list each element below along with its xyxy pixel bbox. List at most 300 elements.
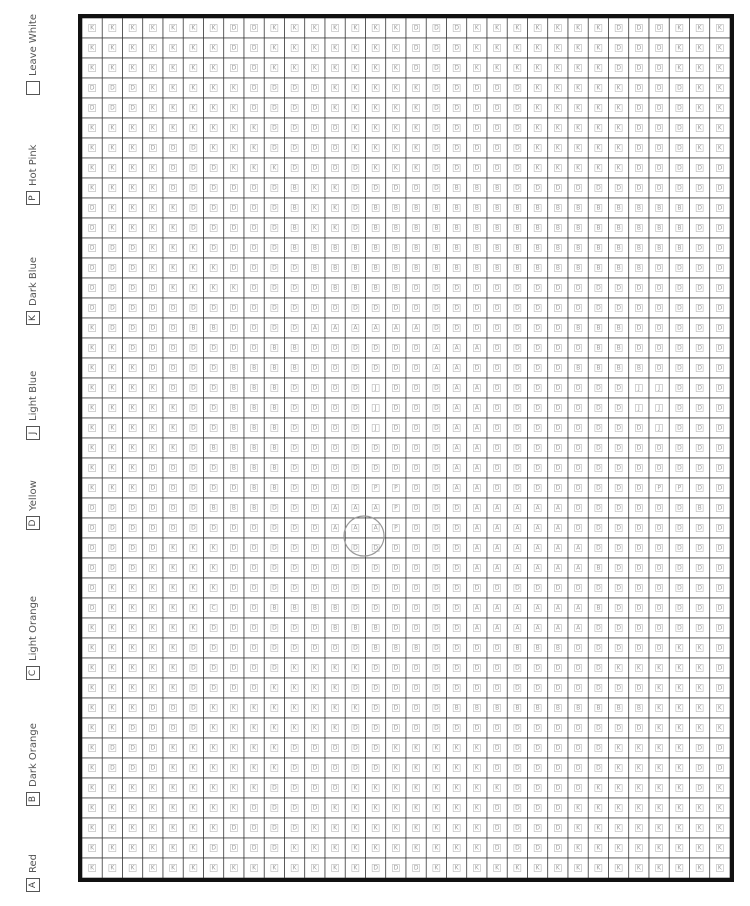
grid-cell[interactable] xyxy=(345,78,365,98)
grid-cell[interactable] xyxy=(386,678,406,698)
grid-cell[interactable] xyxy=(82,718,102,738)
grid-cell[interactable] xyxy=(669,598,689,618)
grid-cell[interactable] xyxy=(102,558,122,578)
grid-cell[interactable] xyxy=(426,358,446,378)
grid-cell[interactable] xyxy=(224,238,244,258)
grid-cell[interactable] xyxy=(710,278,730,298)
grid-cell[interactable] xyxy=(163,758,183,778)
grid-cell[interactable] xyxy=(588,178,608,198)
grid-cell[interactable] xyxy=(305,738,325,758)
grid-cell[interactable] xyxy=(669,438,689,458)
grid-cell[interactable] xyxy=(305,218,325,238)
grid-cell[interactable] xyxy=(548,238,568,258)
grid-cell[interactable] xyxy=(690,778,710,798)
grid-cell[interactable] xyxy=(588,278,608,298)
grid-cell[interactable] xyxy=(102,178,122,198)
grid-cell[interactable] xyxy=(609,658,629,678)
grid-cell[interactable] xyxy=(325,198,345,218)
grid-cell[interactable] xyxy=(690,658,710,678)
grid-cell[interactable] xyxy=(285,838,305,858)
grid-cell[interactable] xyxy=(366,158,386,178)
grid-cell[interactable] xyxy=(102,338,122,358)
grid-cell[interactable] xyxy=(366,298,386,318)
grid-cell[interactable] xyxy=(305,158,325,178)
grid-cell[interactable] xyxy=(123,658,143,678)
grid-cell[interactable] xyxy=(588,718,608,738)
grid-cell[interactable] xyxy=(467,598,487,618)
grid-cell[interactable] xyxy=(487,38,507,58)
grid-cell[interactable] xyxy=(224,778,244,798)
grid-cell[interactable] xyxy=(264,98,284,118)
grid-cell[interactable] xyxy=(345,818,365,838)
grid-cell[interactable] xyxy=(82,178,102,198)
grid-cell[interactable] xyxy=(244,718,264,738)
grid-cell[interactable] xyxy=(710,258,730,278)
grid-cell[interactable] xyxy=(548,438,568,458)
grid-cell[interactable] xyxy=(345,458,365,478)
grid-cell[interactable] xyxy=(325,358,345,378)
grid-cell[interactable] xyxy=(82,598,102,618)
grid-cell[interactable] xyxy=(325,318,345,338)
grid-cell[interactable] xyxy=(183,838,203,858)
grid-cell[interactable] xyxy=(690,738,710,758)
grid-cell[interactable] xyxy=(426,438,446,458)
grid-cell[interactable] xyxy=(609,358,629,378)
grid-cell[interactable] xyxy=(102,838,122,858)
grid-cell[interactable] xyxy=(609,538,629,558)
grid-cell[interactable] xyxy=(366,758,386,778)
grid-cell[interactable] xyxy=(204,698,224,718)
grid-cell[interactable] xyxy=(123,358,143,378)
grid-cell[interactable] xyxy=(710,778,730,798)
grid-cell[interactable] xyxy=(123,778,143,798)
grid-cell[interactable] xyxy=(102,858,122,878)
grid-cell[interactable] xyxy=(507,418,527,438)
grid-cell[interactable] xyxy=(528,718,548,738)
grid-cell[interactable] xyxy=(123,758,143,778)
grid-cell[interactable] xyxy=(690,218,710,238)
grid-cell[interactable] xyxy=(143,578,163,598)
grid-cell[interactable] xyxy=(183,198,203,218)
grid-cell[interactable] xyxy=(528,558,548,578)
grid-cell[interactable] xyxy=(345,858,365,878)
grid-cell[interactable] xyxy=(224,258,244,278)
grid-cell[interactable] xyxy=(649,538,669,558)
grid-cell[interactable] xyxy=(690,158,710,178)
grid-cell[interactable] xyxy=(123,518,143,538)
grid-cell[interactable] xyxy=(588,738,608,758)
grid-cell[interactable] xyxy=(568,358,588,378)
grid-cell[interactable] xyxy=(528,418,548,438)
grid-cell[interactable] xyxy=(406,578,426,598)
grid-cell[interactable] xyxy=(386,358,406,378)
grid-cell[interactable] xyxy=(528,338,548,358)
grid-cell[interactable] xyxy=(548,218,568,238)
grid-cell[interactable] xyxy=(528,138,548,158)
grid-cell[interactable] xyxy=(264,398,284,418)
grid-cell[interactable] xyxy=(548,378,568,398)
grid-cell[interactable] xyxy=(264,358,284,378)
grid-cell[interactable] xyxy=(123,58,143,78)
grid-cell[interactable] xyxy=(264,198,284,218)
grid-cell[interactable] xyxy=(244,838,264,858)
grid-cell[interactable] xyxy=(588,858,608,878)
grid-cell[interactable] xyxy=(123,78,143,98)
grid-cell[interactable] xyxy=(710,158,730,178)
grid-cell[interactable] xyxy=(568,578,588,598)
grid-cell[interactable] xyxy=(649,758,669,778)
grid-cell[interactable] xyxy=(426,838,446,858)
grid-cell[interactable] xyxy=(345,18,365,38)
grid-cell[interactable] xyxy=(82,558,102,578)
grid-cell[interactable] xyxy=(609,718,629,738)
grid-cell[interactable] xyxy=(568,778,588,798)
grid-cell[interactable] xyxy=(285,598,305,618)
grid-cell[interactable] xyxy=(609,558,629,578)
grid-cell[interactable] xyxy=(690,398,710,418)
grid-cell[interactable] xyxy=(325,218,345,238)
grid-cell[interactable] xyxy=(710,18,730,38)
grid-cell[interactable] xyxy=(325,538,345,558)
grid-cell[interactable] xyxy=(305,338,325,358)
grid-cell[interactable] xyxy=(264,478,284,498)
grid-cell[interactable] xyxy=(447,418,467,438)
grid-cell[interactable] xyxy=(123,618,143,638)
grid-cell[interactable] xyxy=(386,778,406,798)
grid-cell[interactable] xyxy=(386,538,406,558)
grid-cell[interactable] xyxy=(609,258,629,278)
grid-cell[interactable] xyxy=(183,638,203,658)
grid-cell[interactable] xyxy=(406,438,426,458)
grid-cell[interactable] xyxy=(366,458,386,478)
grid-cell[interactable] xyxy=(102,618,122,638)
grid-cell[interactable] xyxy=(487,538,507,558)
grid-cell[interactable] xyxy=(426,298,446,318)
grid-cell[interactable] xyxy=(507,318,527,338)
grid-cell[interactable] xyxy=(285,18,305,38)
grid-cell[interactable] xyxy=(548,698,568,718)
grid-cell[interactable] xyxy=(426,618,446,638)
grid-cell[interactable] xyxy=(204,338,224,358)
grid-cell[interactable] xyxy=(366,798,386,818)
grid-cell[interactable] xyxy=(224,718,244,738)
grid-cell[interactable] xyxy=(183,178,203,198)
grid-cell[interactable] xyxy=(406,518,426,538)
grid-cell[interactable] xyxy=(528,278,548,298)
grid-cell[interactable] xyxy=(386,818,406,838)
grid-cell[interactable] xyxy=(467,378,487,398)
grid-cell[interactable] xyxy=(163,478,183,498)
grid-cell[interactable] xyxy=(244,218,264,238)
grid-cell[interactable] xyxy=(568,258,588,278)
grid-cell[interactable] xyxy=(406,98,426,118)
grid-cell[interactable] xyxy=(183,398,203,418)
grid-cell[interactable] xyxy=(325,838,345,858)
grid-cell[interactable] xyxy=(163,678,183,698)
grid-cell[interactable] xyxy=(528,698,548,718)
grid-cell[interactable] xyxy=(487,558,507,578)
grid-cell[interactable] xyxy=(649,858,669,878)
grid-cell[interactable] xyxy=(82,838,102,858)
grid-cell[interactable] xyxy=(649,238,669,258)
grid-cell[interactable] xyxy=(183,278,203,298)
grid-cell[interactable] xyxy=(528,38,548,58)
grid-cell[interactable] xyxy=(163,558,183,578)
grid-cell[interactable] xyxy=(386,38,406,58)
grid-cell[interactable] xyxy=(264,278,284,298)
grid-cell[interactable] xyxy=(528,398,548,418)
grid-cell[interactable] xyxy=(102,678,122,698)
grid-cell[interactable] xyxy=(609,578,629,598)
grid-cell[interactable] xyxy=(244,858,264,878)
grid-cell[interactable] xyxy=(690,558,710,578)
grid-cell[interactable] xyxy=(143,778,163,798)
grid-cell[interactable] xyxy=(183,818,203,838)
grid-cell[interactable] xyxy=(609,18,629,38)
grid-cell[interactable] xyxy=(204,198,224,218)
grid-cell[interactable] xyxy=(244,278,264,298)
grid-cell[interactable] xyxy=(487,718,507,738)
grid-cell[interactable] xyxy=(467,178,487,198)
grid-cell[interactable] xyxy=(102,778,122,798)
grid-cell[interactable] xyxy=(568,618,588,638)
grid-cell[interactable] xyxy=(447,118,467,138)
grid-cell[interactable] xyxy=(82,278,102,298)
grid-cell[interactable] xyxy=(548,778,568,798)
grid-cell[interactable] xyxy=(507,138,527,158)
grid-cell[interactable] xyxy=(406,778,426,798)
grid-cell[interactable] xyxy=(82,118,102,138)
grid-cell[interactable] xyxy=(82,518,102,538)
grid-cell[interactable] xyxy=(487,678,507,698)
grid-cell[interactable] xyxy=(366,338,386,358)
grid-cell[interactable] xyxy=(710,698,730,718)
grid-cell[interactable] xyxy=(386,498,406,518)
grid-cell[interactable] xyxy=(649,718,669,738)
grid-cell[interactable] xyxy=(609,198,629,218)
grid-cell[interactable] xyxy=(528,18,548,38)
grid-cell[interactable] xyxy=(82,638,102,658)
grid-cell[interactable] xyxy=(629,258,649,278)
grid-cell[interactable] xyxy=(447,618,467,638)
grid-cell[interactable] xyxy=(285,418,305,438)
grid-cell[interactable] xyxy=(669,38,689,58)
grid-cell[interactable] xyxy=(386,18,406,38)
grid-cell[interactable] xyxy=(325,598,345,618)
grid-cell[interactable] xyxy=(244,498,264,518)
grid-cell[interactable] xyxy=(123,158,143,178)
grid-cell[interactable] xyxy=(305,58,325,78)
grid-cell[interactable] xyxy=(204,798,224,818)
grid-cell[interactable] xyxy=(669,398,689,418)
grid-cell[interactable] xyxy=(163,18,183,38)
grid-cell[interactable] xyxy=(406,238,426,258)
grid-cell[interactable] xyxy=(366,198,386,218)
grid-cell[interactable] xyxy=(345,678,365,698)
grid-cell[interactable] xyxy=(649,618,669,638)
grid-cell[interactable] xyxy=(487,238,507,258)
grid-cell[interactable] xyxy=(548,278,568,298)
grid-cell[interactable] xyxy=(447,18,467,38)
grid-cell[interactable] xyxy=(568,678,588,698)
grid-cell[interactable] xyxy=(386,338,406,358)
grid-cell[interactable] xyxy=(102,98,122,118)
grid-cell[interactable] xyxy=(629,158,649,178)
grid-cell[interactable] xyxy=(690,118,710,138)
grid-cell[interactable] xyxy=(163,318,183,338)
grid-cell[interactable] xyxy=(507,258,527,278)
grid-cell[interactable] xyxy=(143,258,163,278)
grid-cell[interactable] xyxy=(447,698,467,718)
grid-cell[interactable] xyxy=(629,78,649,98)
grid-cell[interactable] xyxy=(447,218,467,238)
grid-cell[interactable] xyxy=(224,478,244,498)
grid-cell[interactable] xyxy=(285,818,305,838)
grid-cell[interactable] xyxy=(710,758,730,778)
grid-cell[interactable] xyxy=(82,618,102,638)
grid-cell[interactable] xyxy=(143,758,163,778)
grid-cell[interactable] xyxy=(143,358,163,378)
grid-cell[interactable] xyxy=(568,158,588,178)
grid-cell[interactable] xyxy=(163,78,183,98)
grid-cell[interactable] xyxy=(143,58,163,78)
grid-cell[interactable] xyxy=(82,298,102,318)
grid-cell[interactable] xyxy=(264,158,284,178)
grid-cell[interactable] xyxy=(568,198,588,218)
grid-cell[interactable] xyxy=(426,138,446,158)
grid-cell[interactable] xyxy=(447,158,467,178)
grid-cell[interactable] xyxy=(629,38,649,58)
grid-cell[interactable] xyxy=(629,458,649,478)
grid-cell[interactable] xyxy=(143,398,163,418)
grid-cell[interactable] xyxy=(143,298,163,318)
grid-cell[interactable] xyxy=(609,298,629,318)
grid-cell[interactable] xyxy=(345,618,365,638)
grid-cell[interactable] xyxy=(143,198,163,218)
grid-cell[interactable] xyxy=(447,138,467,158)
grid-cell[interactable] xyxy=(669,578,689,598)
grid-cell[interactable] xyxy=(487,338,507,358)
grid-cell[interactable] xyxy=(224,178,244,198)
grid-cell[interactable] xyxy=(487,138,507,158)
grid-cell[interactable] xyxy=(507,238,527,258)
grid-cell[interactable] xyxy=(609,858,629,878)
grid-cell[interactable] xyxy=(568,838,588,858)
grid-cell[interactable] xyxy=(507,738,527,758)
grid-cell[interactable] xyxy=(183,358,203,378)
grid-cell[interactable] xyxy=(143,798,163,818)
grid-cell[interactable] xyxy=(244,78,264,98)
grid-cell[interactable] xyxy=(588,38,608,58)
grid-cell[interactable] xyxy=(183,418,203,438)
grid-cell[interactable] xyxy=(305,378,325,398)
grid-cell[interactable] xyxy=(325,578,345,598)
grid-cell[interactable] xyxy=(588,538,608,558)
grid-cell[interactable] xyxy=(163,498,183,518)
grid-cell[interactable] xyxy=(204,518,224,538)
grid-cell[interactable] xyxy=(629,398,649,418)
grid-cell[interactable] xyxy=(366,18,386,38)
grid-cell[interactable] xyxy=(163,718,183,738)
grid-cell[interactable] xyxy=(629,838,649,858)
grid-cell[interactable] xyxy=(669,358,689,378)
grid-cell[interactable] xyxy=(710,138,730,158)
grid-cell[interactable] xyxy=(305,618,325,638)
grid-cell[interactable] xyxy=(345,58,365,78)
grid-cell[interactable] xyxy=(345,38,365,58)
grid-cell[interactable] xyxy=(183,338,203,358)
grid-cell[interactable] xyxy=(649,818,669,838)
grid-cell[interactable] xyxy=(244,418,264,438)
grid-cell[interactable] xyxy=(102,18,122,38)
grid-cell[interactable] xyxy=(345,138,365,158)
grid-cell[interactable] xyxy=(325,178,345,198)
grid-cell[interactable] xyxy=(609,518,629,538)
grid-cell[interactable] xyxy=(710,78,730,98)
grid-cell[interactable] xyxy=(204,458,224,478)
grid-cell[interactable] xyxy=(588,838,608,858)
grid-cell[interactable] xyxy=(163,578,183,598)
grid-cell[interactable] xyxy=(467,318,487,338)
grid-cell[interactable] xyxy=(588,618,608,638)
grid-cell[interactable] xyxy=(123,378,143,398)
grid-cell[interactable] xyxy=(629,298,649,318)
grid-cell[interactable] xyxy=(244,338,264,358)
grid-cell[interactable] xyxy=(183,258,203,278)
grid-cell[interactable] xyxy=(507,438,527,458)
grid-cell[interactable] xyxy=(649,658,669,678)
grid-cell[interactable] xyxy=(426,698,446,718)
grid-cell[interactable] xyxy=(690,718,710,738)
grid-cell[interactable] xyxy=(669,798,689,818)
grid-cell[interactable] xyxy=(487,778,507,798)
grid-cell[interactable] xyxy=(244,638,264,658)
grid-cell[interactable] xyxy=(325,798,345,818)
grid-cell[interactable] xyxy=(487,218,507,238)
grid-cell[interactable] xyxy=(143,118,163,138)
grid-cell[interactable] xyxy=(386,218,406,238)
grid-cell[interactable] xyxy=(568,498,588,518)
grid-cell[interactable] xyxy=(487,478,507,498)
grid-cell[interactable] xyxy=(710,718,730,738)
grid-cell[interactable] xyxy=(305,638,325,658)
grid-cell[interactable] xyxy=(406,158,426,178)
grid-cell[interactable] xyxy=(568,318,588,338)
grid-cell[interactable] xyxy=(305,798,325,818)
grid-cell[interactable] xyxy=(649,198,669,218)
grid-cell[interactable] xyxy=(649,778,669,798)
grid-cell[interactable] xyxy=(629,738,649,758)
grid-cell[interactable] xyxy=(143,818,163,838)
grid-cell[interactable] xyxy=(163,618,183,638)
grid-cell[interactable] xyxy=(163,458,183,478)
grid-cell[interactable] xyxy=(123,258,143,278)
grid-cell[interactable] xyxy=(244,698,264,718)
grid-cell[interactable] xyxy=(264,818,284,838)
grid-cell[interactable] xyxy=(528,378,548,398)
grid-cell[interactable] xyxy=(528,438,548,458)
grid-cell[interactable] xyxy=(568,118,588,138)
grid-cell[interactable] xyxy=(426,558,446,578)
grid-cell[interactable] xyxy=(163,158,183,178)
grid-cell[interactable] xyxy=(669,338,689,358)
grid-cell[interactable] xyxy=(690,478,710,498)
grid-cell[interactable] xyxy=(669,718,689,738)
grid-cell[interactable] xyxy=(528,178,548,198)
grid-cell[interactable] xyxy=(264,658,284,678)
grid-cell[interactable] xyxy=(588,358,608,378)
grid-cell[interactable] xyxy=(609,158,629,178)
